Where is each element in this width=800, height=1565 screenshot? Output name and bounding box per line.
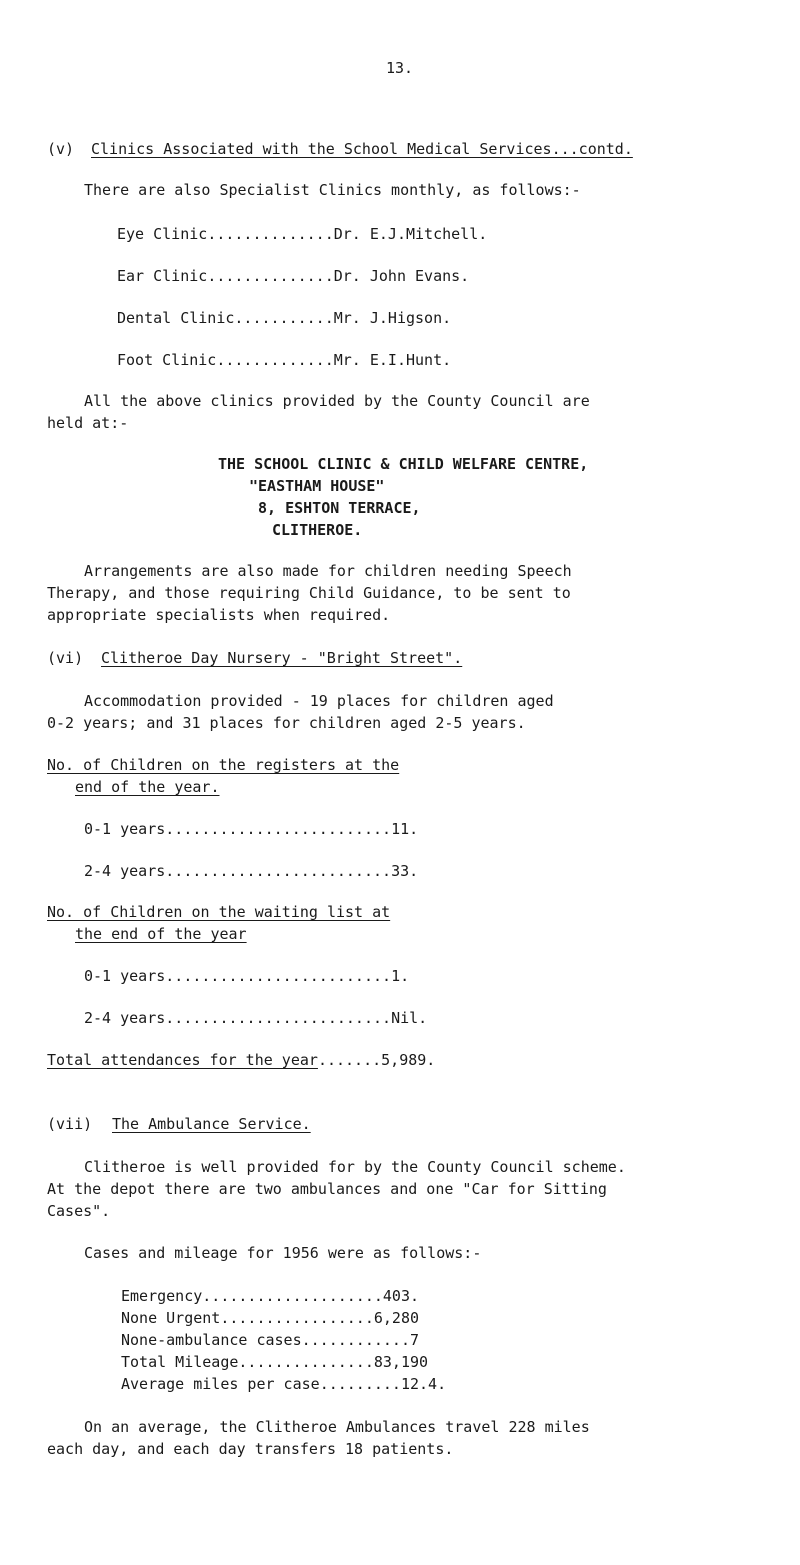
clinic-name: Ear Clinic xyxy=(117,267,208,285)
page-number: 13. xyxy=(386,59,414,77)
register-value: 11. xyxy=(391,820,419,838)
stat-leader: ................. xyxy=(220,1309,374,1327)
clinic-doctor: Mr. E.I.Hunt. xyxy=(333,351,452,369)
stat-label: Emergency xyxy=(121,1287,203,1305)
register-value: 33. xyxy=(391,862,419,880)
section-v-heading: Clinics Associated with the School Medical Services...contd. xyxy=(91,140,633,158)
register-leader: ......................... xyxy=(165,862,392,880)
clinic-row xyxy=(117,350,451,370)
arrangements-line: appropriate specialists when required. xyxy=(47,606,391,624)
arrangements-line: Therapy, and those requiring Child Guidance, to be sent to xyxy=(47,584,571,602)
clinic-doctor: Dr. John Evans. xyxy=(333,267,470,285)
section-vii-label: (vii) xyxy=(47,1115,93,1133)
stat-value: 83,190 xyxy=(373,1353,429,1371)
arrangements-line: Arrangements are also made for children needing Speech xyxy=(84,562,572,580)
clinic-leader: .............. xyxy=(207,225,334,243)
clinic-doctor: Mr. J.Higson. xyxy=(333,309,452,327)
attendances-value: 5,989. xyxy=(381,1051,436,1069)
attendances-row xyxy=(47,1050,435,1070)
ambulance-intro-line: At the depot there are two ambulances and one "Car for Sitting xyxy=(47,1180,607,1198)
stat-value: 403. xyxy=(382,1287,420,1305)
attendances-leader: ....... xyxy=(317,1051,382,1069)
stat-leader: ......... xyxy=(319,1375,401,1393)
register-leader: ......................... xyxy=(165,820,392,838)
closing-line: each day, and each day transfers 18 patients. xyxy=(47,1440,454,1458)
register-label: 0-1 years xyxy=(84,820,166,838)
attendances-label: Total attendances for the year xyxy=(47,1051,318,1069)
clinic-leader: .............. xyxy=(207,267,334,285)
stat-row xyxy=(121,1352,428,1372)
stat-leader: ............... xyxy=(238,1353,374,1371)
accommodation-line: Accommodation provided - 19 places for children aged xyxy=(84,692,554,710)
waiting-heading: No. of Children on the waiting list at xyxy=(47,903,391,921)
section-vi-heading: Clitheroe Day Nursery - "Bright Street". xyxy=(101,649,463,667)
held-at-line2: held at:- xyxy=(47,414,129,432)
clinic-leader: ............. xyxy=(216,351,334,369)
stat-value: 12.4. xyxy=(400,1375,447,1393)
section-vii-heading: The Ambulance Service. xyxy=(112,1115,311,1133)
ambulance-intro-line: Cases". xyxy=(47,1202,111,1220)
cases-intro: Cases and mileage for 1956 were as follows:- xyxy=(84,1244,482,1262)
waiting-row xyxy=(84,966,409,986)
clinic-name: Foot Clinic xyxy=(117,351,217,369)
stat-leader: ............ xyxy=(301,1331,410,1349)
clinic-row xyxy=(117,266,469,286)
section-v-label: (v) xyxy=(47,140,75,158)
waiting-label: 0-1 years xyxy=(84,967,166,985)
section-vi-label: (vi) xyxy=(47,649,84,667)
address-line: CLITHEROE. xyxy=(272,521,363,539)
accommodation-line: 0-2 years; and 31 places for children aged 2-5 years. xyxy=(47,714,526,732)
clinic-name: Eye Clinic xyxy=(117,225,208,243)
address-line: "EASTHAM HOUSE" xyxy=(249,477,385,495)
stat-value: 7 xyxy=(410,1331,420,1349)
clinic-doctor: Dr. E.J.Mitchell. xyxy=(333,225,488,243)
stat-row xyxy=(121,1308,419,1328)
section-v-intro: There are also Specialist Clinics monthly, as follows:- xyxy=(84,181,581,199)
address-line: 8, ESHTON TERRACE, xyxy=(258,499,421,517)
register-row xyxy=(84,861,418,881)
waiting-label: 2-4 years xyxy=(84,1009,166,1027)
held-at-line1: All the above clinics provided by the County Council are xyxy=(84,392,590,410)
stat-leader: .................... xyxy=(202,1287,383,1305)
registers-heading: No. of Children on the registers at the xyxy=(47,756,400,774)
stat-label: Average miles per case xyxy=(121,1375,320,1393)
registers-heading: end of the year. xyxy=(75,778,220,796)
clinic-name: Dental Clinic xyxy=(117,309,235,327)
register-label: 2-4 years xyxy=(84,862,166,880)
waiting-value: Nil. xyxy=(391,1009,428,1027)
ambulance-intro-line: Clitheroe is well provided for by the County Council scheme. xyxy=(84,1158,626,1176)
waiting-heading: the end of the year xyxy=(75,925,247,943)
waiting-value: 1. xyxy=(391,967,410,985)
closing-line: On an average, the Clitheroe Ambulances travel 228 miles xyxy=(84,1418,590,1436)
waiting-leader: ......................... xyxy=(165,1009,392,1027)
register-row xyxy=(84,819,418,839)
stat-label: None Urgent xyxy=(121,1309,221,1327)
stat-row xyxy=(121,1374,446,1394)
stat-label: Total Mileage xyxy=(121,1353,239,1371)
waiting-row xyxy=(84,1008,427,1028)
stat-row xyxy=(121,1330,419,1350)
waiting-leader: ......................... xyxy=(165,967,392,985)
stat-label: None-ambulance cases xyxy=(121,1331,302,1349)
clinic-row xyxy=(117,308,451,328)
address-line: THE SCHOOL CLINIC & CHILD WELFARE CENTRE, xyxy=(218,455,589,473)
clinic-row xyxy=(117,224,487,244)
stat-value: 6,280 xyxy=(373,1309,420,1327)
stat-row xyxy=(121,1286,419,1306)
clinic-leader: ........... xyxy=(234,309,334,327)
